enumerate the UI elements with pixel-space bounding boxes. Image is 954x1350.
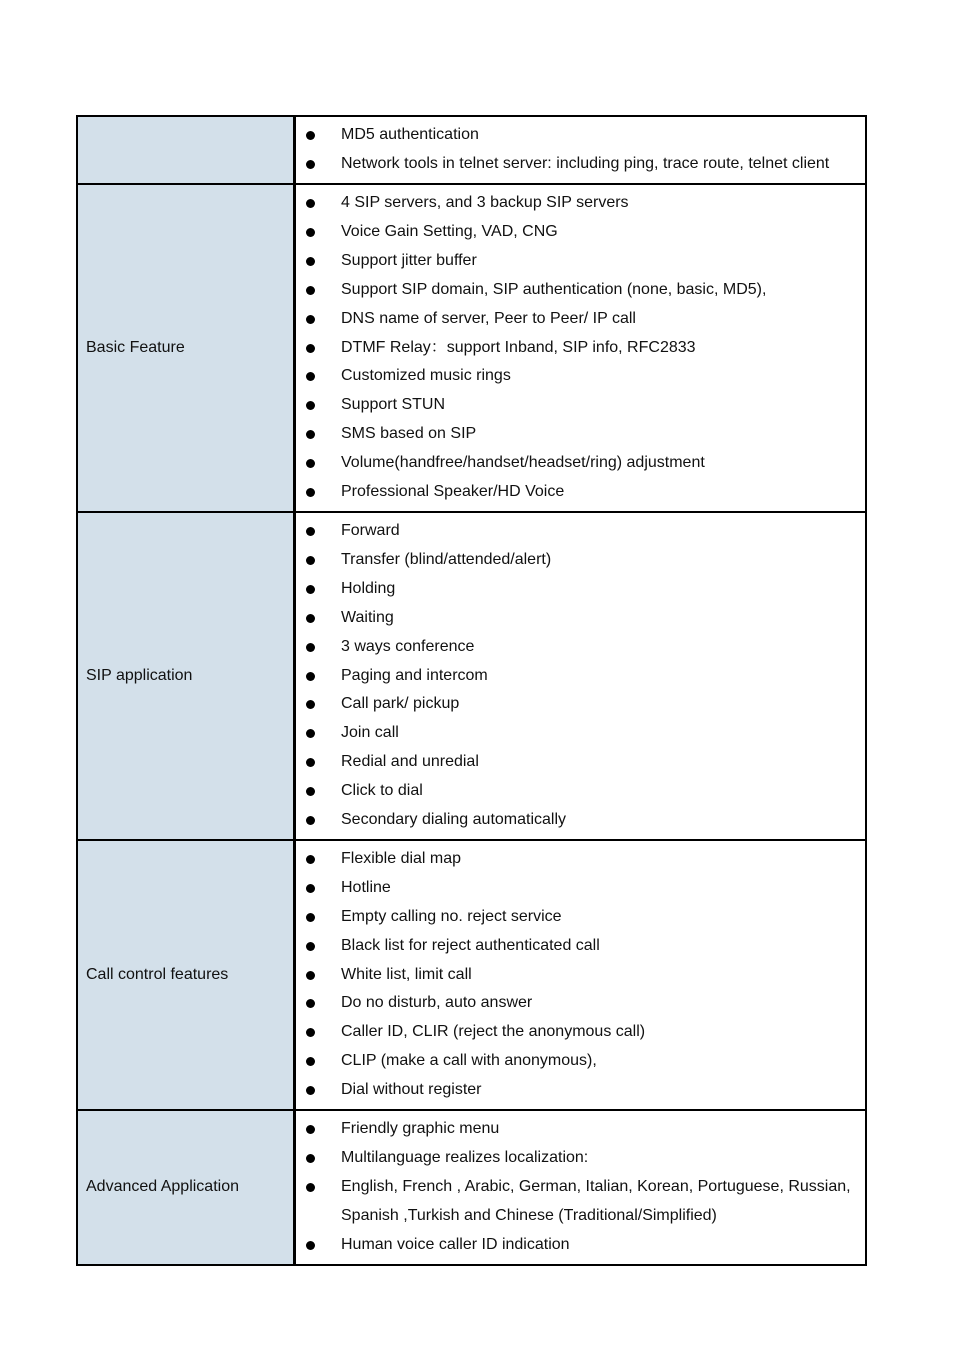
bullet-icon <box>306 1154 315 1163</box>
bullet-icon <box>306 131 315 140</box>
feature-items-cell <box>295 840 866 1110</box>
feature-name-cell <box>77 1110 295 1265</box>
bullet-icon <box>306 672 315 681</box>
list-item: 4 SIP servers, and 3 backup SIP servers <box>296 189 865 218</box>
list-item: Voice Gain Setting, VAD, CNG <box>296 218 865 247</box>
table-row <box>77 116 866 184</box>
bullet-icon <box>306 1057 315 1066</box>
list-item: Support SIP domain, SIP authentication (none, basic, MD5), <box>296 276 865 305</box>
list-item: Caller ID, CLIR (reject the anonymous call) <box>296 1018 865 1047</box>
bullet-icon <box>306 1028 315 1037</box>
list-item: Holding <box>296 575 865 604</box>
list-item: Transfer (blind/attended/alert) <box>296 546 865 575</box>
list-item: Customized music rings <box>296 362 865 391</box>
bullet-icon <box>306 430 315 439</box>
list-item: Flexible dial map <box>296 845 865 874</box>
list-item: Waiting <box>296 604 865 633</box>
feature-name-cell <box>77 512 295 840</box>
list-item: Do no disturb, auto answer <box>296 989 865 1018</box>
feature-spec-table <box>76 115 867 1266</box>
list-item: Dial without register <box>296 1076 865 1105</box>
list-item: Volume(handfree/handset/headset/ring) adjustment <box>296 449 865 478</box>
list-item: DTMF Relay：support Inband, SIP info, RFC2833 <box>296 334 865 363</box>
list-item: Hotline <box>296 874 865 903</box>
list-item: Empty calling no. reject service <box>296 903 865 932</box>
table-row <box>77 840 866 1110</box>
list-item: English, French , Arabic, German, Italian, Korean, Portuguese, Russian, <box>296 1173 865 1202</box>
feature-items-cell <box>295 116 866 184</box>
bullet-icon <box>306 643 315 652</box>
bullet-icon <box>306 614 315 623</box>
list-item: Support jitter buffer <box>296 247 865 276</box>
list-item: Professional Speaker/HD Voice <box>296 478 865 507</box>
feature-name: Basic Feature <box>86 338 185 356</box>
list-item: DNS name of server, Peer to Peer/ IP call <box>296 305 865 334</box>
bullet-icon <box>306 1086 315 1095</box>
feature-items-cell <box>295 512 866 840</box>
bullet-icon <box>306 971 315 980</box>
bullet-icon <box>306 199 315 208</box>
bullet-icon <box>306 729 315 738</box>
bullet-icon <box>306 315 315 324</box>
bullet-icon <box>306 913 315 922</box>
feature-item-list <box>296 845 865 1105</box>
feature-item-list <box>296 517 865 835</box>
list-item: Support STUN <box>296 391 865 420</box>
bullet-icon <box>306 527 315 536</box>
list-item: SMS based on SIP <box>296 420 865 449</box>
feature-name-cell <box>77 840 295 1110</box>
bullet-icon <box>306 1183 315 1192</box>
list-item: White list, limit call <box>296 961 865 990</box>
bullet-icon <box>306 344 315 353</box>
bullet-icon <box>306 459 315 468</box>
table-row <box>77 184 866 512</box>
list-item: Human voice caller ID indication <box>296 1231 865 1260</box>
bullet-icon <box>306 700 315 709</box>
bullet-icon <box>306 556 315 565</box>
list-item: 3 ways conference <box>296 633 865 662</box>
bullet-icon <box>306 488 315 497</box>
bullet-icon <box>306 585 315 594</box>
bullet-icon <box>306 942 315 951</box>
list-item: CLIP (make a call with anonymous), <box>296 1047 865 1076</box>
list-item: Redial and unredial <box>296 748 865 777</box>
bullet-icon <box>306 855 315 864</box>
bullet-icon <box>306 999 315 1008</box>
bullet-icon <box>306 257 315 266</box>
list-item: MD5 authentication <box>296 121 865 150</box>
bullet-icon <box>306 286 315 295</box>
feature-name: Call control features <box>86 966 229 984</box>
list-item: Black list for reject authenticated call <box>296 932 865 961</box>
list-item: Click to dial <box>296 777 865 806</box>
feature-name: SIP application <box>86 666 193 684</box>
bullet-icon <box>306 401 315 410</box>
bullet-icon <box>306 228 315 237</box>
feature-items-cell <box>295 1110 866 1265</box>
feature-item-list <box>296 1115 865 1260</box>
list-item: Secondary dialing automatically <box>296 806 865 835</box>
list-item: Friendly graphic menu <box>296 1115 865 1144</box>
list-item: Forward <box>296 517 865 546</box>
list-item: Multilanguage realizes localization: <box>296 1144 865 1173</box>
bullet-icon <box>306 816 315 825</box>
feature-item-list <box>296 121 865 179</box>
feature-name-cell <box>77 184 295 512</box>
bullet-icon <box>306 1241 315 1250</box>
bullet-icon <box>306 372 315 381</box>
table-row <box>77 1110 866 1265</box>
list-item-continuation: Spanish ,Turkish and Chinese (Traditional/Simplified) <box>341 1206 717 1224</box>
bullet-icon <box>306 160 315 169</box>
list-item: Call park/ pickup <box>296 690 865 719</box>
bullet-icon <box>306 787 315 796</box>
table-row <box>77 512 866 840</box>
feature-name: Advanced Application <box>86 1178 239 1196</box>
list-item: Join call <box>296 719 865 748</box>
feature-item-list <box>296 189 865 507</box>
bullet-icon <box>306 1125 315 1134</box>
list-item: Paging and intercom <box>296 662 865 691</box>
list-item: Network tools in telnet server: including ping, trace route, telnet client <box>296 150 865 179</box>
feature-items-cell <box>295 184 866 512</box>
feature-name-cell <box>77 116 295 184</box>
bullet-icon <box>306 884 315 893</box>
bullet-icon <box>306 758 315 767</box>
